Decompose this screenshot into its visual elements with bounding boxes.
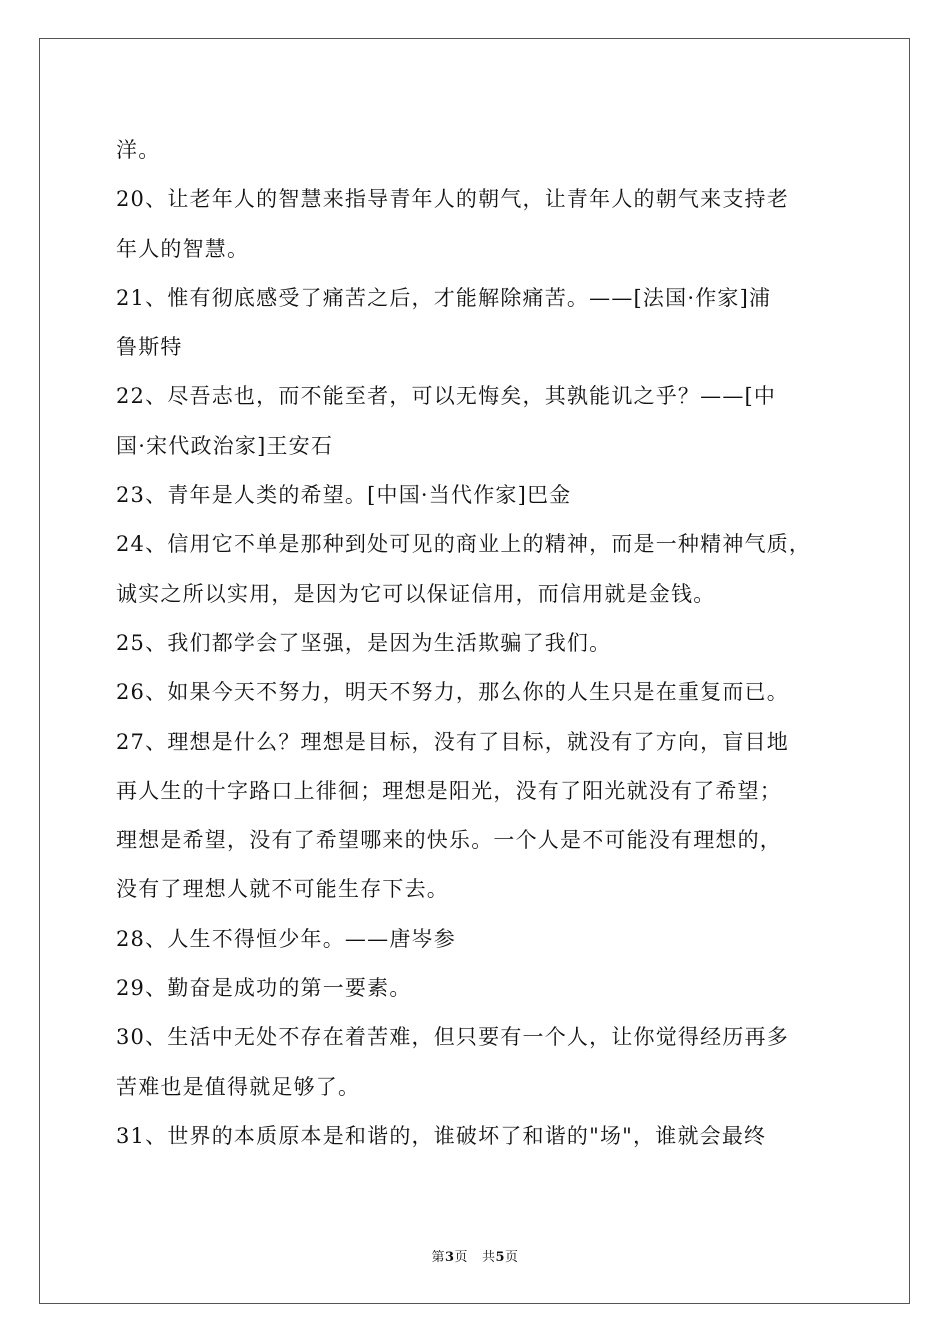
page-prefix: 第 xyxy=(431,1250,445,1265)
text-line: 没有了理想人就不可能生存下去。 xyxy=(116,877,449,902)
text-line: 28、人生不得恒少年。——唐岑参 xyxy=(116,926,456,951)
text-line: 25、我们都学会了坚强，是因为生活欺骗了我们。 xyxy=(116,630,612,655)
text-line: 苦难也是值得就足够了。 xyxy=(116,1074,361,1099)
text-line: 鲁斯特 xyxy=(116,335,183,360)
total-prefix: 共 xyxy=(481,1250,496,1265)
text-line: 洋。 xyxy=(116,138,161,162)
text-line: 21、惟有彻底感受了痛苦之后，才能解除痛苦。——[法国·作家]浦 xyxy=(116,285,772,310)
text-line: 26、如果今天不努力，明天不努力，那么你的人生只是在重复而已。 xyxy=(116,680,789,705)
text-line: 年人的智慧。 xyxy=(116,236,250,261)
document-body xyxy=(116,126,846,1161)
page-number: 3 xyxy=(444,1250,455,1265)
text-line: 31、世界的本质原本是和谐的，谁破坏了和谐的"场"，谁就会最终 xyxy=(116,1123,767,1148)
text-line: 理想是希望，没有了希望哪来的快乐。一个人是不可能没有理想的， xyxy=(116,828,782,853)
text-line: 27、理想是什么？理想是目标，没有了目标，就没有了方向，盲目地 xyxy=(116,729,789,754)
page-suffix: 页 xyxy=(454,1250,469,1265)
text-line: 国·宋代政治家]王安石 xyxy=(116,433,334,458)
text-line: 30、生活中无处不存在着苦难，但只要有一个人，让你觉得经历再多 xyxy=(116,1025,789,1050)
text-line: 29、勤奋是成功的第一要素。 xyxy=(116,976,412,1001)
text-line: 22、尽吾志也，而不能至者，可以无悔矣，其孰能讥之乎？——[中 xyxy=(116,384,777,409)
total-pages: 5 xyxy=(495,1250,506,1265)
total-suffix: 页 xyxy=(505,1250,519,1265)
text-line: 23、青年是人类的希望。[中国·当代作家]巴金 xyxy=(116,483,572,508)
text-line: 24、信用它不单是那种到处可见的商业上的精神，而是一种精神气质， xyxy=(116,532,812,557)
text-line: 诚实之所以实用，是因为它可以保证信用，而信用就是金钱。 xyxy=(116,581,716,606)
text-line: 20、让老年人的智慧来指导青年人的朝气，让青年人的朝气来支持老 xyxy=(116,187,789,212)
text-line: 再人生的十字路口上徘徊；理想是阳光，没有了阳光就没有了希望； xyxy=(116,778,782,803)
page-footer xyxy=(0,1246,950,1265)
